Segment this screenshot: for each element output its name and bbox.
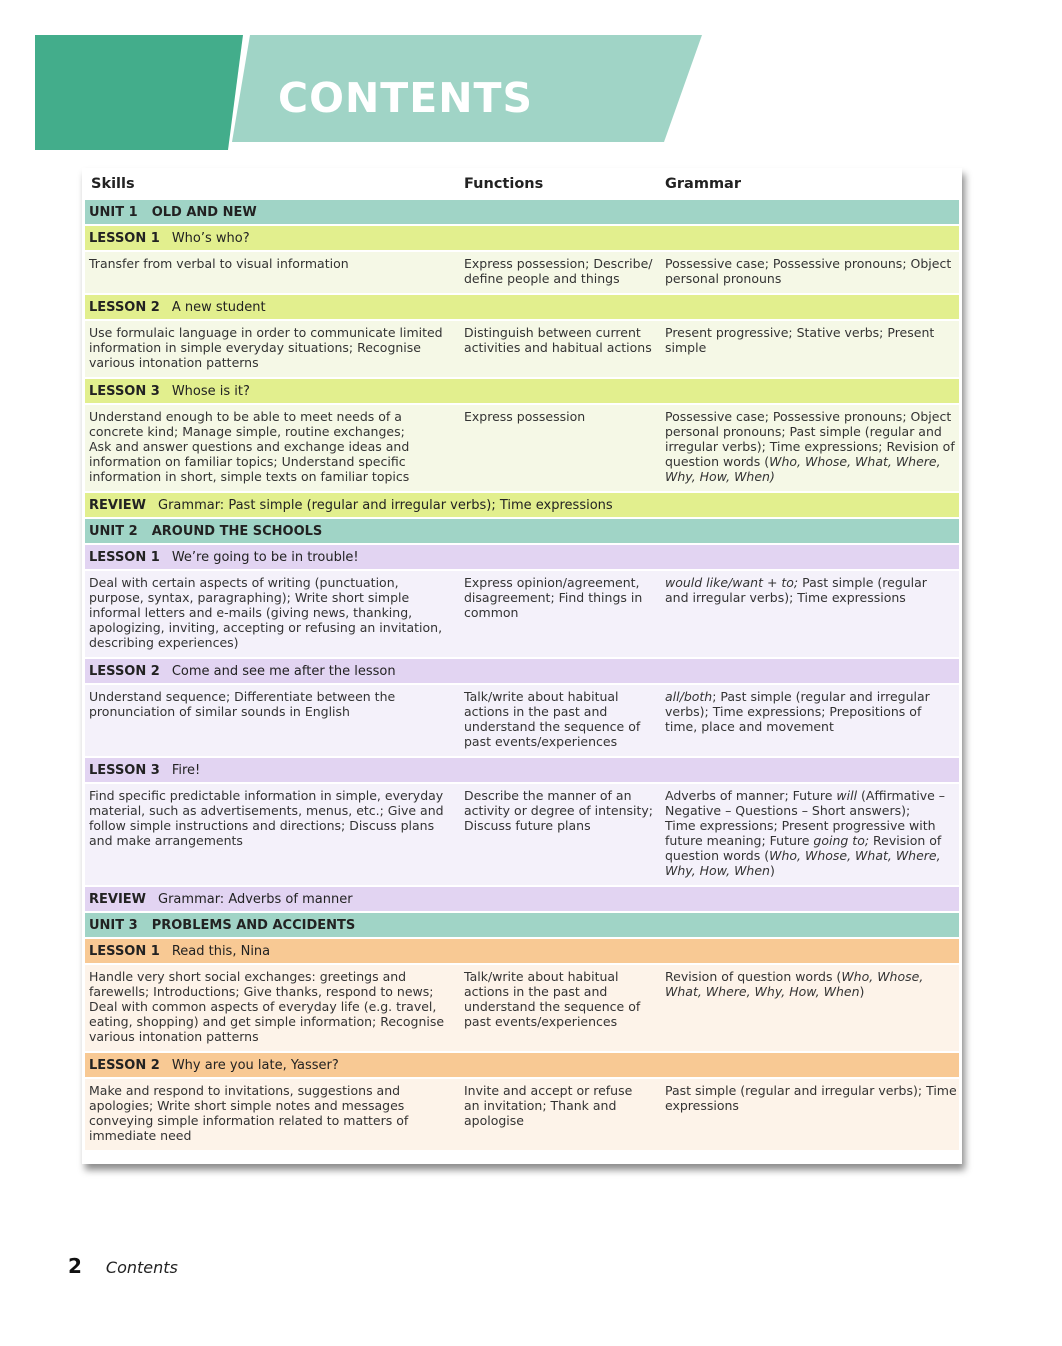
grammar-italic: Who, Whose, What, Where, Why, How, When) [665,454,941,484]
grammar-cell [661,788,959,878]
grammar-italic: going to; [813,833,870,848]
contents-table [82,168,962,1164]
review-tag: REVIEW [89,497,147,513]
skills-cell: Understand sequence; Differentiate between the pronunciation of similar sounds in English [89,689,396,719]
grammar-text: ) [859,984,865,999]
grammar-italic: would like/want + to; [665,575,799,590]
page-footer [68,1254,178,1278]
lesson-title: Why are you late, Yasser? [171,1057,339,1073]
unit-title: PROBLEMS AND ACCIDENTS [151,917,356,933]
unit-tag: UNIT 2 [89,523,138,539]
grammar-cell [661,969,959,1044]
unit-title: OLD AND NEW [151,204,257,220]
footer-label: Contents [105,1258,178,1277]
lesson-title: Come and see me after the lesson [171,663,396,679]
grammar-cell [661,409,959,484]
functions-cell: Express possession; Describe/ define people and things [464,256,653,286]
unit-1-lesson-2-row [85,321,959,377]
functions-cell: Distinguish between current activities and habitual actions [464,325,652,355]
unit-tag: UNIT 1 [89,204,138,220]
lesson-tag: LESSON 1 [89,549,160,565]
unit-1-review [85,493,959,517]
unit-1-header [85,200,959,224]
skills-cell: Understand enough to be able to meet needs of a concrete kind; Manage simple, routine exchanges; Ask and answer questions and exchange ideas and information on familiar topics; Understand specific information in short, simple texts on familiar topics [89,409,410,484]
unit-1-lesson-1-row [85,252,959,293]
page-number: 2 [68,1254,82,1278]
unit-3-lesson-1-row [85,965,959,1051]
unit-title: AROUND THE SCHOOLS [151,523,323,539]
review-text: Grammar: Past simple (regular and irregular verbs); Time expressions [158,497,613,513]
page-title: CONTENTS [278,74,534,122]
lesson-tag: LESSON 2 [89,1057,160,1073]
grammar-cell: Possessive case; Possessive pronouns; Object personal pronouns [665,256,952,286]
grammar-text: Adverbs of manner; Future [665,788,837,803]
grammar-italic: will [836,788,858,803]
skills-cell: Find specific predictable information in simple, everyday material, such as advertisements, menus, etc.; Give and follow simple instructions and directions; Discuss plans and make arrangements [89,788,444,848]
lesson-tag: LESSON 1 [89,230,160,246]
grammar-text: Revision of question words ( [665,833,942,863]
functions-cell: Invite and accept or refuse an invitation; Thank and apologise [464,1083,633,1128]
grammar-italic: all/both [665,689,713,704]
grammar-text: Revision of question words ( [665,969,842,984]
grammar-text: Past simple (regular and irregular verbs); Time expressions [665,575,927,605]
grammar-cell: Present progressive; Stative verbs; Present simple [665,325,935,355]
table-header [85,168,959,200]
unit-2-lesson-2-header [85,659,959,683]
unit-3-header [85,913,959,937]
unit-1-lesson-2-header [85,295,959,319]
unit-tag: UNIT 3 [89,917,138,933]
grammar-text: ; Past simple (regular and irregular verbs); Time expressions; Prepositions of time, place and movement [665,689,930,734]
grammar-italic: Who, Whose, What, Where, Why, How, When [665,969,924,999]
unit-2-lesson-3-header [85,758,959,782]
banner-dark-segment [35,35,243,150]
lesson-tag: LESSON 1 [89,943,160,959]
skills-cell: Use formulaic language in order to communicate limited information in simple everyday situations; Recognise various intonation patterns [89,325,443,370]
unit-2-lesson-2-row [85,685,959,756]
functions-cell: Describe the manner of an activity or degree of intensity; Discuss future plans [464,788,654,833]
header-functions: Functions [464,176,544,192]
unit-3-lesson-1-header [85,939,959,963]
review-tag: REVIEW [89,891,147,907]
functions-cell: Express opinion/agreement, disagreement; Find things in common [464,575,643,620]
lesson-tag: LESSON 3 [89,762,160,778]
lesson-title: We’re going to be in trouble! [171,549,359,565]
lesson-tag: LESSON 2 [89,663,160,679]
unit-3-lesson-2-row [85,1079,959,1150]
functions-cell: Talk/write about habitual actions in the past and understand the sequence of past events/experiences [464,969,641,1029]
unit-1-lesson-1-header [85,226,959,250]
grammar-cell [661,689,959,749]
unit-1-lesson-3-header [85,379,959,403]
unit-2-lesson-1-header [85,545,959,569]
lesson-title: Whose is it? [171,383,250,399]
unit-3-lesson-2-header [85,1053,959,1077]
functions-cell: Express possession [464,409,586,424]
unit-2-header [85,519,959,543]
skills-cell: Deal with certain aspects of writing (punctuation, purpose, syntax, paragraphing); Write short simple informal letters and e-mails (giving news, thanking, apologizing, inviting, accepting or refusing an invitation, describing experiences) [89,575,443,650]
grammar-text: (Affirmative – Negative – Questions – Short answers); Time expressions; Present progressive with future meaning; Future [665,788,946,848]
unit-1-lesson-3-row [85,405,959,491]
lesson-tag: LESSON 2 [89,299,160,315]
skills-cell: Handle very short social exchanges: greetings and farewells; Introductions; Give thanks, respond to news; Deal with common aspects of everyday life (e.g. travel, eating, shopping) and get simple information; Recognise various intonation patterns [89,969,445,1044]
review-text: Grammar: Adverbs of manner [158,891,353,907]
lesson-title: Read this, Nina [171,943,271,959]
unit-2-lesson-3-row [85,784,959,885]
lesson-title: Who’s who? [171,230,250,246]
grammar-text: ) [769,863,775,878]
header-skills: Skills [91,176,135,192]
lesson-title: Fire! [171,762,201,778]
grammar-italic: Who, Whose, What, Where, Why, How, When [665,848,941,878]
unit-2-lesson-1-row [85,571,959,657]
unit-2-review [85,887,959,911]
grammar-cell: Past simple (regular and irregular verbs); Time expressions [665,1083,957,1113]
skills-cell: Transfer from verbal to visual information [89,256,349,271]
lesson-title: A new student [171,299,266,315]
grammar-text: Possessive case; Possessive pronouns; Object personal pronouns; Past simple (regular and irregular verbs); Time expressions; Revision of question words ( [665,409,955,469]
skills-cell: Make and respond to invitations, suggestions and apologies; Write short simple notes and messages conveying simple information related to matters of immediate need [89,1083,409,1143]
header-grammar: Grammar [665,176,741,192]
lesson-tag: LESSON 3 [89,383,160,399]
functions-cell: Talk/write about habitual actions in the past and understand the sequence of past events/experiences [464,689,641,749]
grammar-cell [661,575,959,650]
